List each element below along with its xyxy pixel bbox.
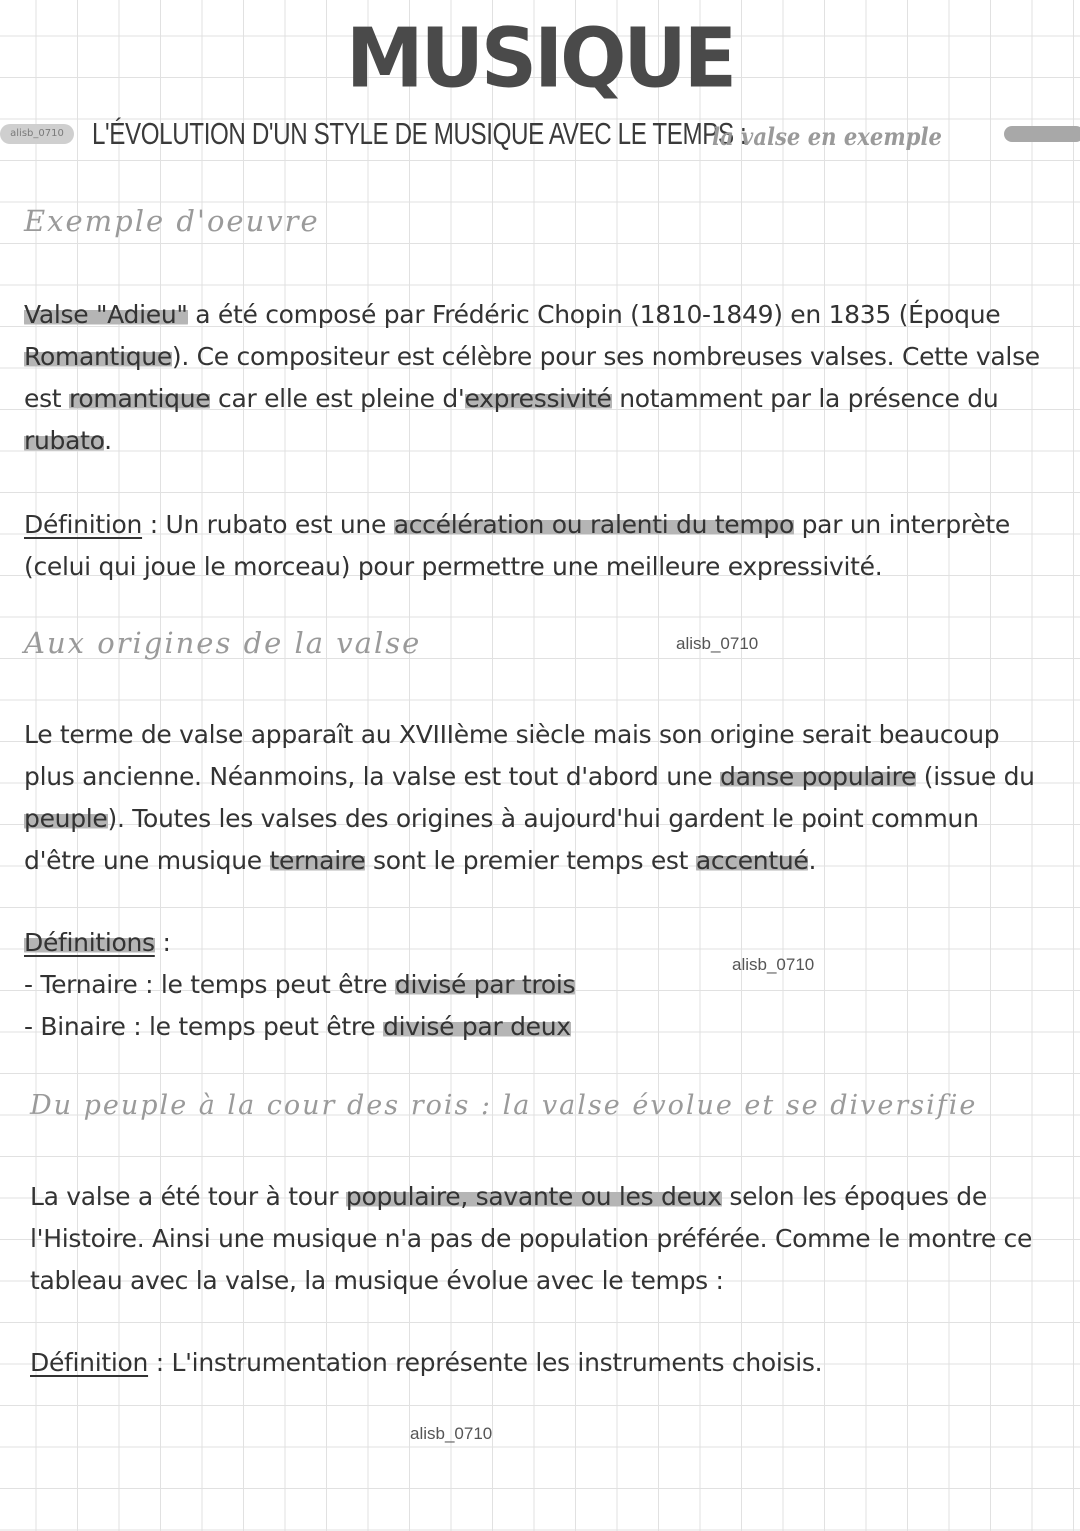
section-heading-origines: Aux origines de la valse [24, 626, 422, 660]
highlight: ternaire [269, 846, 366, 875]
subtitle-script: la valse en exemple [712, 122, 942, 151]
highlight: rubato [24, 426, 105, 455]
definition-label: Définition [24, 510, 143, 539]
watermark: alisb_0710 [732, 955, 815, 974]
definition-rubato: Définition : Un rubato est une accélération ou ralenti du tempo par un interprète (celui qui joue le morceau) pour permettre une meilleure expressivité. [24, 510, 1010, 581]
highlight: accélération ou ralenti du tempo [393, 510, 794, 539]
highlight: peuple [24, 804, 108, 833]
highlight: danse populaire [720, 762, 917, 791]
section-heading-exemple: Exemple d'oeuvre [24, 204, 320, 238]
highlight: Valse "Adieu" [24, 300, 188, 329]
side-tag: alisb_0710 [0, 124, 74, 144]
definition-label: Définitions [24, 928, 155, 957]
highlight: accentué [695, 846, 809, 875]
highlight: populaire, savante ou les deux [345, 1182, 722, 1211]
watermark: alisb_0710 [676, 634, 759, 653]
definition-label: Définition [30, 1348, 149, 1377]
definition-instrumentation: Définition : L'instrumentation représente les instruments choisis. [30, 1348, 823, 1377]
watermark: alisb_0710 [410, 1424, 493, 1443]
highlight: romantique [68, 384, 211, 413]
list-item: - Ternaire : le temps peut être divisé par trois [24, 970, 576, 999]
paragraph-evolution: La valse a été tour à tour populaire, savante ou les deux selon les époques de l'Histoire. Ainsi une musique n'a pas de population préférée. Comme le montre ce tableau avec la valse, la musique évolue avec le temps : [30, 1182, 1033, 1295]
paragraph-origines: Le terme de valse apparaît au XVIIIème siècle mais son origine serait beaucoup plus ancienne. Néanmoins, la valse est tout d'abord une danse populaire (issue du peuple). Toutes les valses des origines à aujourd'hui gardent le point commun d'être une musique ternaire sont le premier temps est accentué. [24, 720, 1035, 875]
definitions-heading: Définitions : [24, 928, 171, 957]
highlight: divisé par deux [383, 1012, 571, 1041]
subtitle: L'ÉVOLUTION D'UN STYLE DE MUSIQUE AVEC LE TEMPS : [92, 116, 747, 151]
list-item: - Binaire : le temps peut être divisé par deux [24, 1012, 571, 1041]
decorative-bar [1004, 126, 1080, 142]
paragraph-valse-adieu: Valse "Adieu" a été composé par Frédéric Chopin (1810-1849) en 1835 (Époque Romantique). Ce compositeur est célèbre pour ses nombreuses valses. Cette valse est romantique car elle est pleine d'expressivité notamment par la présence du rubato. [24, 300, 1040, 455]
highlight: Romantique [24, 342, 172, 371]
definitions-ternaire-binaire [24, 922, 1054, 1048]
highlight: divisé par trois [394, 970, 576, 999]
section-heading-peuple: Du peuple à la cour des rois : la valse évolue et se diversifie [30, 1090, 978, 1121]
highlight: expressivité [464, 384, 612, 413]
page-title: MUSIQUE [345, 11, 735, 107]
